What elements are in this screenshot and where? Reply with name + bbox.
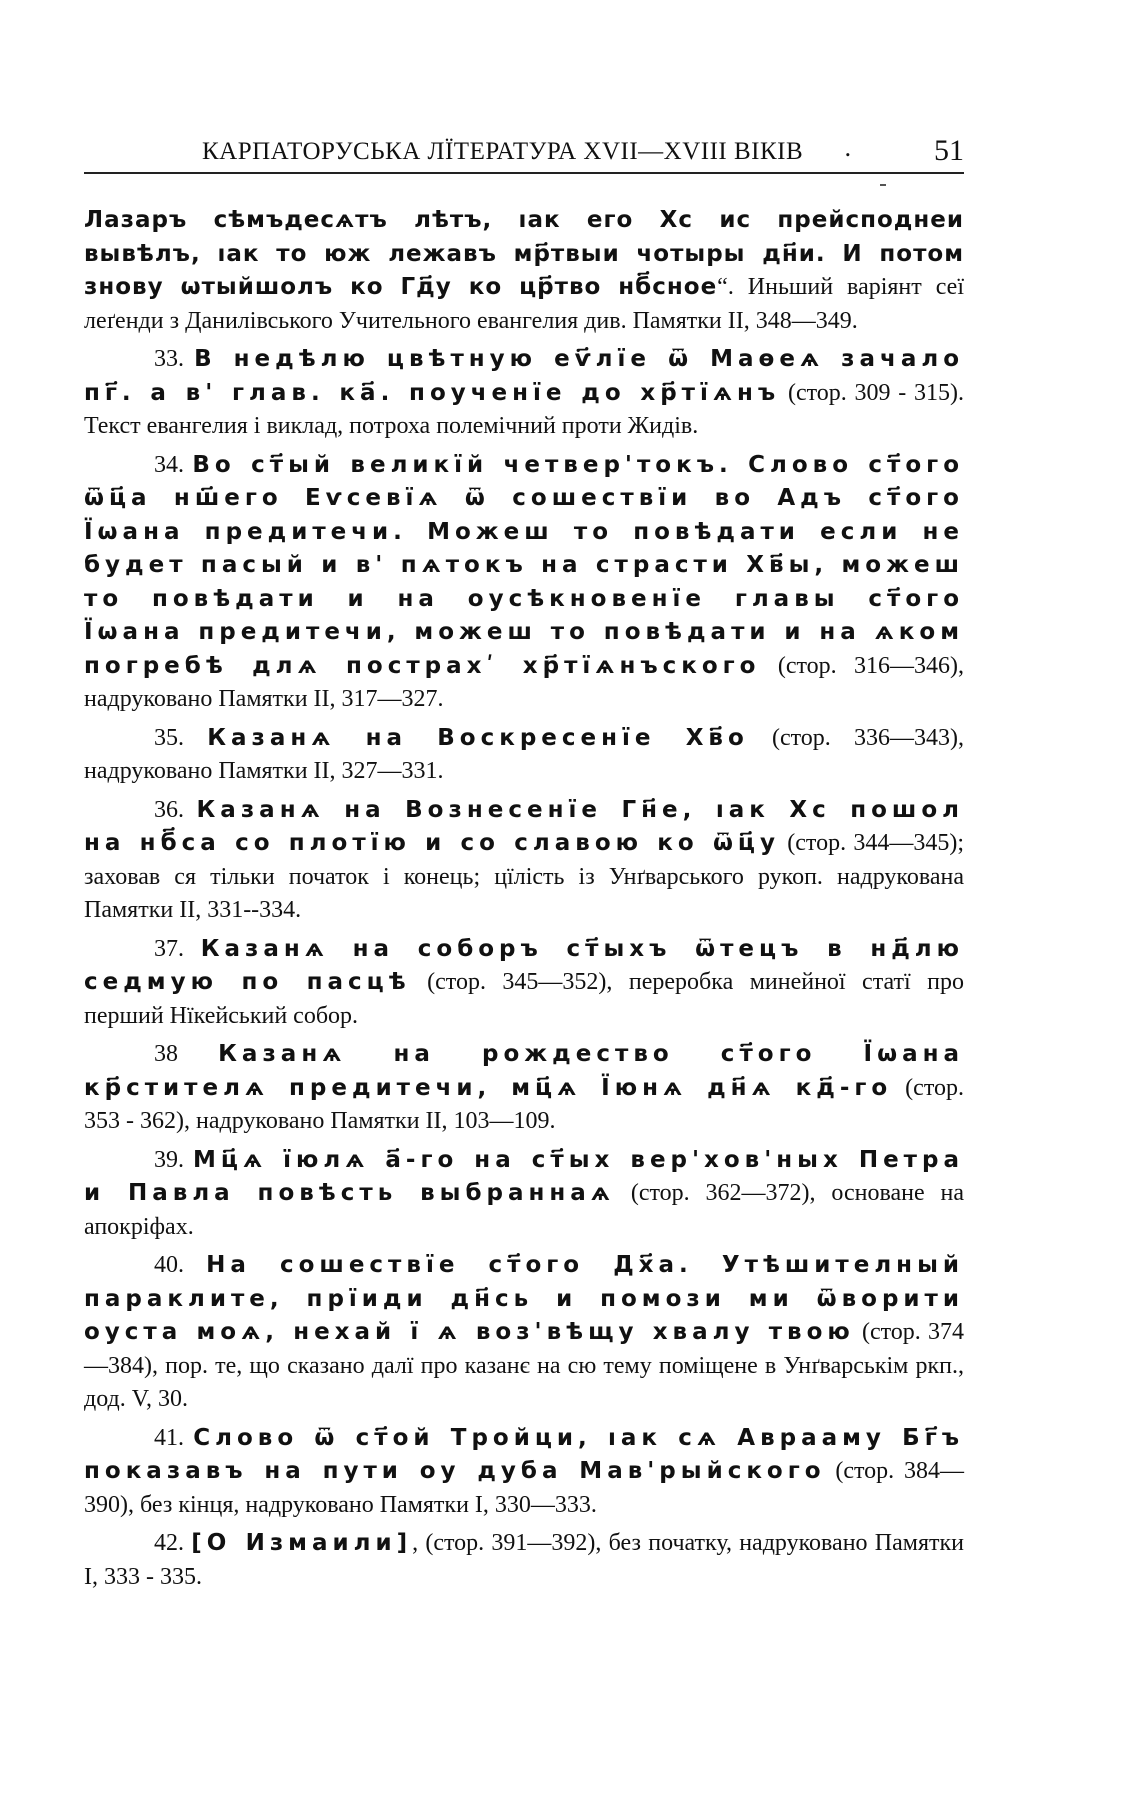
paragraph-text: , (стор. 391—392), без початку, надруковано Памятки I, 333 - 335. [84, 1530, 964, 1590]
paragraph-text: (стор. 309 - 315). Текст евангелия і виклад, потроха полемічний проти Жидів. [84, 379, 964, 439]
paragraph-text: (стор. 345—352), переробка минейної статї про перший Нїкейський собор. [84, 969, 965, 1029]
list-item [84, 1144, 964, 1245]
church-slavonic-title: Во ст҃ый великїй четвер'токъ. Слово ст҃ого ѿц҃а нш҃его Еѵсевїѧ ѿ сошествїи во Адъ ст҃ого Їѡана предитечи. Можеш то повѣдати если не будет пасый и в' пѧтокъ на страсти Хв҃ы, можеш то повѣдати и на оусѣкновенїе главы ст҃ого Їѡана предитечи, можеш то повѣдати и на ѧком погребѣ длѧ пострахʹ хр҃тїѧнъского [84, 451, 964, 679]
item-number: 35. [154, 724, 184, 751]
item-number: 40. [154, 1252, 184, 1278]
item-number: 34. [154, 451, 184, 478]
list-item [84, 1038, 964, 1139]
list-item [84, 794, 964, 928]
church-slavonic-title: В недѣлю цвѣтную еѵ҃лїе ѿ Маѳеѧ зачало пг҃. а в' глав. ка҃. поученїе до хр҃тїѧнъ [84, 346, 964, 406]
page-body [84, 204, 964, 1599]
church-slavonic-text: Лазаръ сѣмъдесѧтъ лѣтъ, ıак его Хс ис прейсподнеи вывѣлъ, ıак то юж лежавъ мр҃твыи чотыры дн҃и. И потом знову ѡтыйшолъ ко Гд҃у ко цр҃тво нб҃сное [84, 207, 964, 300]
list-item [84, 1422, 964, 1523]
running-title: КАРПАТОРУСЬКА ЛЇТЕРАТУРА XVII—XVIII ВІКІВ [202, 138, 804, 165]
church-slavonic-title: Казанѧ на Воскресенїе Хв҃о [207, 724, 749, 751]
church-slavonic-title: На сошествїе ст҃ого Дх҃а. Утѣшителный параклите, прїиди дн҃сь и помози ми ѿворити оуста моѧ, нехай ї ѧ воз'вѣщу хвалу твою [84, 1252, 964, 1345]
church-slavonic-title: Слово ѿ ст҃ой Тройци, ıак сѧ Аврааму Бг҃ъ показавъ на пути оу дуба Мав'рыйского [84, 1424, 965, 1484]
list-item [84, 722, 964, 789]
item-number: 36. [154, 796, 184, 823]
church-slavonic-title: Казанѧ на соборъ ст҃ыхъ ѿтецъ в нд҃лю седмую по пасцѣ [84, 935, 965, 995]
item-number: 38 [154, 1041, 178, 1067]
page-header [84, 130, 964, 174]
list-item [84, 343, 964, 444]
paragraph-text: (стор. 344—345); заховав ся тільки початок і конець; цїлість із Унґварського рукоп. надрукована Памятки II, 331--334. [84, 830, 964, 923]
list-item [84, 449, 964, 717]
item-number: 37. [154, 935, 184, 962]
page-number: 51 [934, 134, 964, 167]
item-number: 41. [154, 1424, 184, 1451]
header-mark: . [844, 134, 852, 162]
church-slavonic-title: Казанѧ на Вознесенїе Гн҃е, ıак Хс пошол на нб҃са со плотїю и со славою ко ѿц҃у [84, 796, 964, 856]
paragraph-text: (стор. 353 - 362), надруковано Памятки II, 103—109. [84, 1074, 964, 1134]
church-slavonic-title: Казанѧ на рождество ст҃ого Їѡана кр҃стителѧ предитечи, мц҃ѧ Їюнѧ дн҃ѧ кд҃-го [84, 1041, 964, 1101]
paragraph-text: (стор. 316—346), надруковано Памятки II, 317—327. [84, 652, 964, 712]
paragraph-text: “. Иньший варіянт сеї леґенди з Данилівського Учительного евангелия див. Памятки II, 348—349. [84, 274, 964, 334]
list-item [84, 933, 964, 1034]
item-number: 42. [154, 1530, 184, 1556]
item-number: 39. [154, 1146, 184, 1173]
paragraph-continuation [84, 204, 964, 338]
list-item [84, 1249, 964, 1417]
item-number: 33. [154, 346, 184, 372]
list-item [84, 1527, 964, 1594]
paragraph-text: (стор. 362—372), основане на апокріфах. [84, 1180, 964, 1240]
rule-tick [880, 184, 886, 186]
paragraph-text: (стор. 374—384), пор. те, що сказано далї про казанє на сю тему поміщене в Унґварськім ркп., дод. V, 30. [84, 1319, 964, 1412]
church-slavonic-title: [О Измаили] [191, 1530, 413, 1556]
paragraph-text: (стор. 336—343), надруковано Памятки II, 327—331. [84, 724, 964, 784]
church-slavonic-title: Мц҃ѧ їюлѧ а҃-го на ст҃ых вер'хов'ных Петра и Павла повѣсть выбраннаѧ [84, 1146, 964, 1206]
paragraph-text: (стор. 384—390), без кінця, надруковано Памятки I, 330—333. [84, 1458, 964, 1518]
